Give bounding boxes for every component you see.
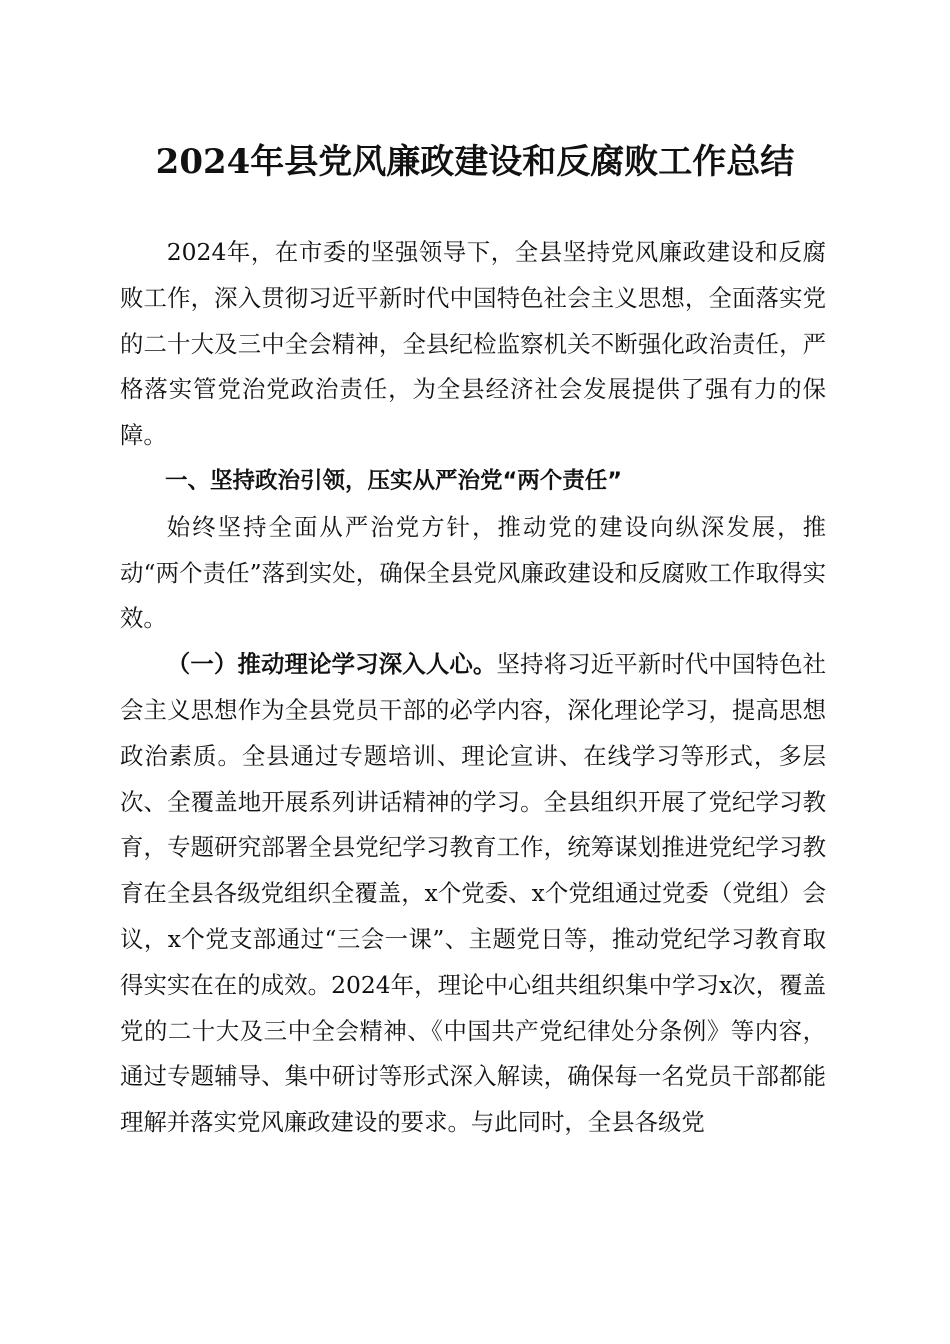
document-body — [120, 230, 826, 1146]
subsection-1-paragraph — [120, 642, 826, 1146]
document-title: 2024年县党风廉政建设和反腐败工作总结 — [155, 142, 795, 182]
subsection-1-text: 坚持将习近平新时代中国特色社会主义思想作为全县党员干部的必学内容，深化理论学习，提高思想政治素质。全县通过专题培训、理论宣讲、在线学习等形式，多层次、全覆盖地开展系列讲话精神的学习。全县组织开展了党纪学习教育，专题研究部署全县党纪学习教育工作，统筹谋划推进党纪学习教育在全县各级党组织全覆盖，x个党委、x个党组通过党委（党组）会议，x个党支部通过“三会一课”、主题党日等，推动党纪学习教育取得实实在在的成效。2024年，理论中心组共组织集中学习x次，覆盖党的二十大及三中全会精神、《中国共产党纪律处分条例》等内容，通过专题辅导、集中研讨等形式深入解读，确保每一名党员干部都能理解并落实党风廉政建设的要求。与此同时，全县各级党 — [120, 650, 827, 1137]
section-1-heading: 一、坚持政治引领，压实从严治党“两个责任” — [165, 467, 623, 494]
intro-paragraph: 2024年，在市委的坚强领导下，全县坚持党风廉政建设和反腐败工作，深入贯彻习近平新时代中国特色社会主义思想，全面落实党的二十大及三中全会精神，全县纪检监察机关不断强化政治责任，严格落实管党治党政治责任，为全县经济社会发展提供了强有力的保障。 — [120, 238, 826, 450]
subsection-1-heading: （一）推动理论学习深入人心。 — [166, 650, 497, 679]
section-1-paragraph: 始终坚持全面从严治党方针，推动党的建设向纵深发展，推动“两个责任”落到实处，确保全县党风廉政建设和反腐败工作取得实效。 — [120, 512, 826, 633]
